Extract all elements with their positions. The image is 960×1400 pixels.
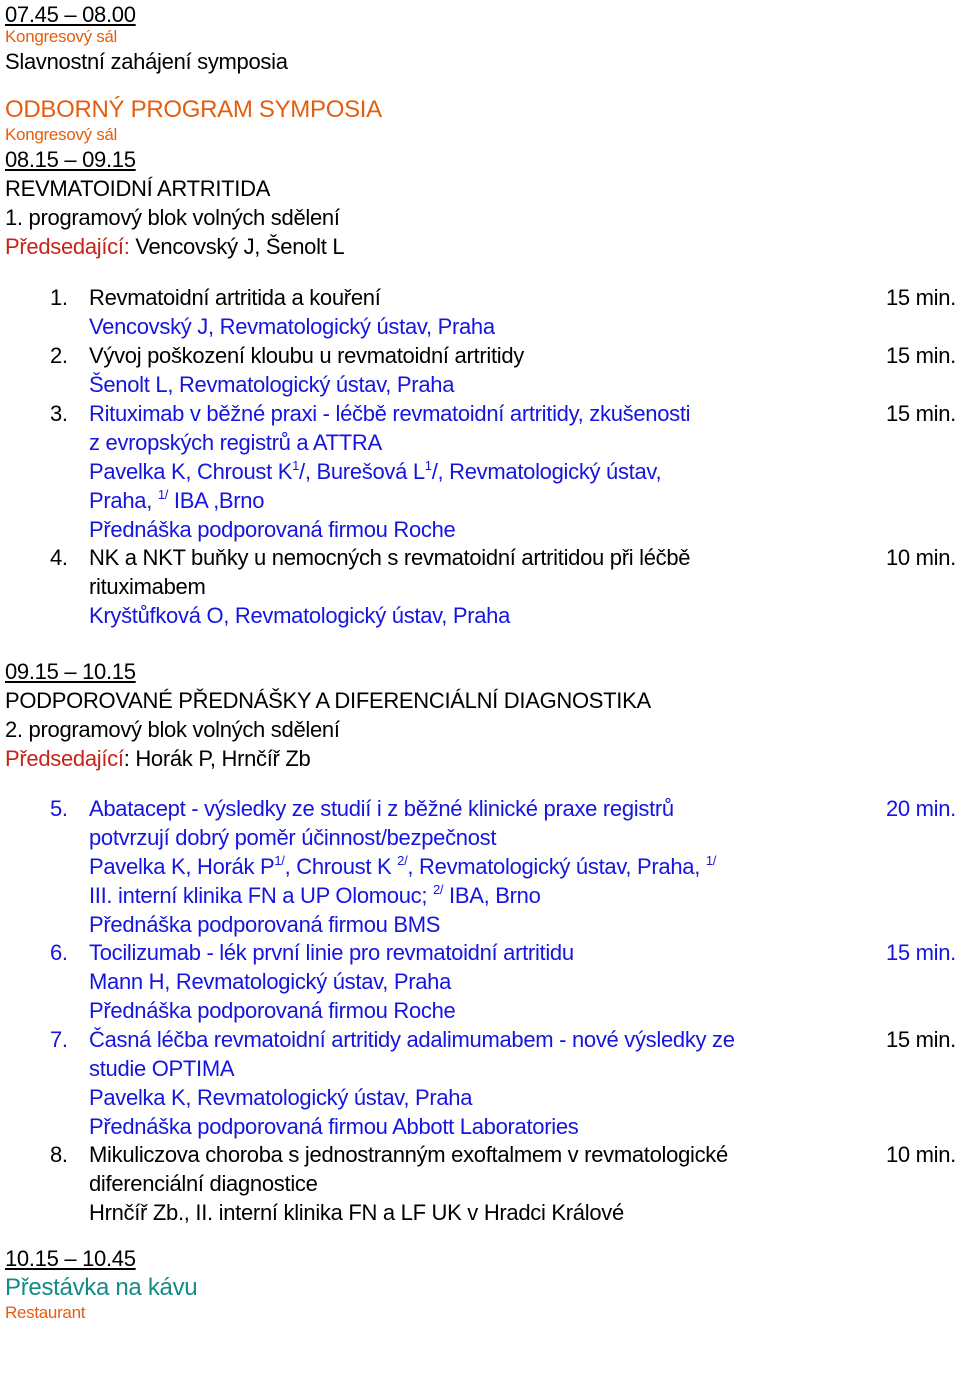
talk-authors: Kryštůfková O, Revmatologický ústav, Praha: [89, 603, 511, 628]
talk-authors-line-2: III. interní klinika FN a UP Olomouc; $^{2/}$ IBA, Brno: [89, 882, 541, 908]
break-time: 10.15 – 10.45: [5, 1246, 136, 1271]
talk-authors: Mann H, Revmatologický ústav, Praha: [89, 969, 452, 994]
talk-number: 7.: [50, 1027, 68, 1052]
talk-title-line-2: studie OPTIMA: [89, 1056, 235, 1081]
talk-duration: 15 min.: [885, 1027, 956, 1052]
block2-chairs: [5, 746, 310, 772]
talk-number: 4.: [50, 545, 68, 570]
talk-title-line-2: rituximabem: [89, 574, 206, 599]
block1-chair-label: Předsedající:: [5, 234, 130, 259]
block2-chair-label: Předsedající: [5, 746, 124, 771]
talk-duration: 15 min.: [885, 343, 956, 368]
talk-title-line-2: z evropských registrů a ATTRA: [89, 430, 382, 455]
talk-number: 2.: [50, 343, 68, 368]
talk-sponsor: Přednáška podporovaná firmou Roche: [89, 517, 456, 542]
program-heading: ODBORNÝ PROGRAM SYMPOSIA: [5, 96, 382, 123]
block1-chair-names: Vencovský J, Šenolt L: [129, 234, 345, 259]
opening-room: Kongresový sál: [5, 27, 118, 46]
talk-sponsor: Přednáška podporovaná firmou BMS: [89, 912, 441, 937]
opening-title: Slavnostní zahájení symposia: [5, 49, 288, 74]
talk-number: 1.: [50, 285, 68, 310]
talk-number: 8.: [50, 1142, 68, 1167]
opening-time: 07.45 – 08.00: [5, 2, 136, 27]
talk-duration: 15 min.: [885, 285, 956, 310]
talk-title-line-1: Mikuliczova choroba s jednostranným exoftalmem v revmatologické: [89, 1142, 728, 1167]
talk-authors: Hrnčíř Zb., II. interní klinika FN a LF UK v Hradci Králové: [89, 1200, 624, 1225]
program-room: Kongresový sál: [5, 125, 118, 144]
talk-sponsor: Přednáška podporovaná firmou Roche: [89, 998, 456, 1023]
block1-time: 08.15 – 09.15: [5, 147, 136, 172]
talk-title-line-1: Časná léčba revmatoidní artritidy adalimumabem - nové výsledky ze: [89, 1027, 735, 1052]
break-room: Restaurant: [5, 1303, 86, 1322]
block1-title: REVMATOIDNÍ ARTRITIDA: [5, 176, 271, 201]
talk-title: Revmatoidní artritida a kouření: [89, 285, 381, 310]
talk-duration: 15 min.: [885, 940, 956, 965]
block2-time: 09.15 – 10.15: [5, 659, 136, 684]
talk-authors-line-1: Pavelka K, Chroust $K^1/$, Burešová $L^1/$, Revmatologický ústav,: [89, 458, 662, 484]
talk-title-line-2: diferenciální diagnostice: [89, 1171, 318, 1196]
talk-authors: Pavelka K, Revmatologický ústav, Praha: [89, 1085, 473, 1110]
block2-title: PODPOROVANÉ PŘEDNÁŠKY A DIFERENCIÁLNÍ DIAGNOSTIKA: [5, 688, 651, 713]
talk-title-line-1: Rituximab v běžné praxi - léčbě revmatoidní artritidy, zkušenosti: [89, 401, 691, 426]
talk-authors: Vencovský J, Revmatologický ústav, Praha: [89, 314, 495, 339]
talk-duration: 10 min.: [885, 1142, 956, 1167]
block1-chairs: [5, 234, 344, 260]
block2-chair-names: : Horák P, Hrnčíř Zb: [123, 746, 311, 771]
talk-title-line-1: NK a NKT buňky u nemocných s revmatoidní artritidou při léčbě: [89, 545, 691, 570]
talk-duration: 15 min.: [885, 401, 956, 426]
talk-title-line-1: Abatacept - výsledky ze studií i z běžné klinické praxe registrů: [89, 796, 674, 821]
talk-authors: Šenolt L, Revmatologický ústav, Praha: [89, 372, 455, 397]
talk-duration: 20 min.: [885, 796, 956, 821]
block2-subtitle: 2. programový blok volných sdělení: [5, 717, 340, 742]
talk-duration: 10 min.: [885, 545, 956, 570]
talk-title: Vývoj poškození kloubu u revmatoidní artritidy: [89, 343, 524, 368]
talk-number: 5.: [50, 796, 68, 821]
talk-authors-line-2: Praha, $^{1/}$ IBA ,Brno: [89, 487, 265, 513]
talk-title-line-2: potvrzují dobrý poměr účinnost/bezpečnost: [89, 825, 497, 850]
talk-number: 6.: [50, 940, 68, 965]
talk-title: Tocilizumab - lék první linie pro revmatoidní artritidu: [89, 940, 574, 965]
talk-authors-line-1: Pavelka K, Horák $P^{1/}$, Chroust K $^{2/}$, Revmatologický ústav, Praha, $^{1/}$: [89, 853, 717, 879]
talk-number: 3.: [50, 401, 68, 426]
talk-sponsor: Přednáška podporovaná firmou Abbott Laboratories: [89, 1114, 579, 1139]
block1-subtitle: 1. programový blok volných sdělení: [5, 205, 340, 230]
break-title: Přestávka na kávu: [5, 1274, 198, 1301]
